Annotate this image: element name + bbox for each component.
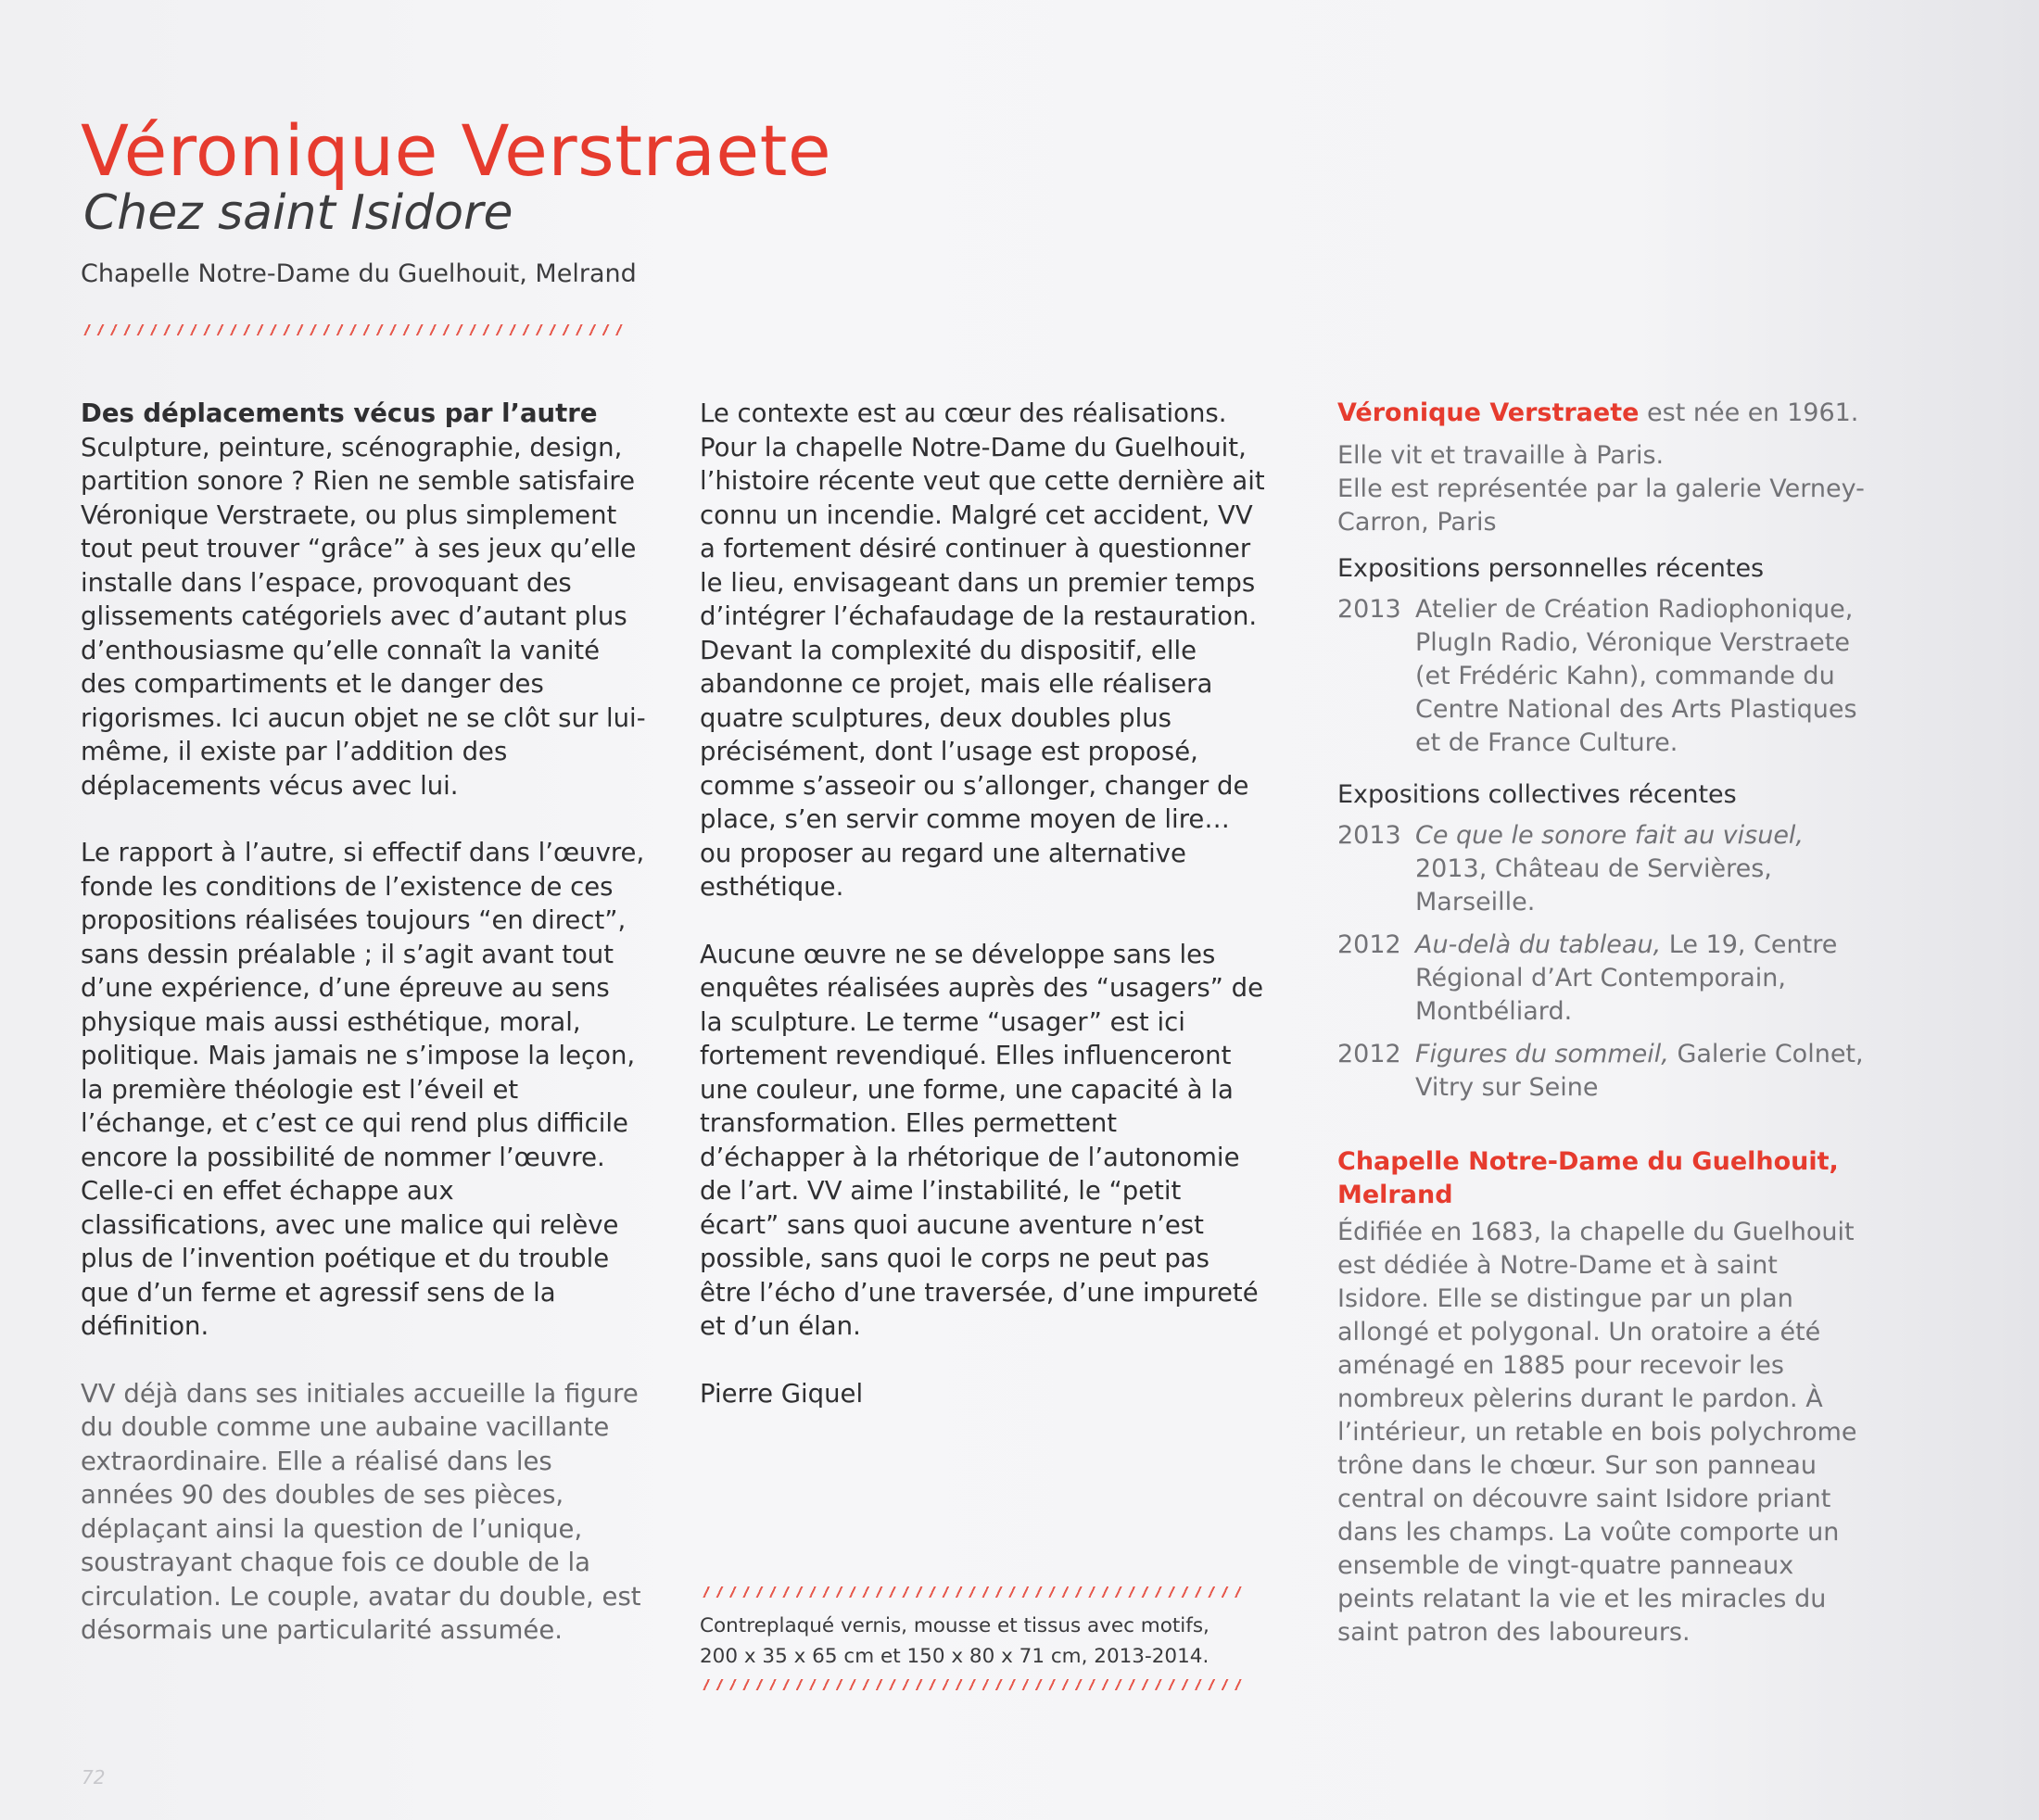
exhibition-year: 2013 bbox=[1337, 821, 1401, 850]
article-column-1 bbox=[81, 397, 646, 1681]
article-paragraph: VV déjà dans ses initiales accueille la figure du double comme une aubaine vacillante extraordinaire. Elle a réalisé dans les années 90 des doubles de ses pièces, déplaçant ainsi la question de l’unique, soustrayant chaque fois ce double de la circulation. Le couple, avatar du double, est désormais une particularité assumée. bbox=[81, 1378, 641, 1645]
life-line: Elle est représentée par la galerie Verney-Carron, Paris bbox=[1337, 474, 1865, 537]
hatch-divider-caption-bottom bbox=[700, 1679, 1245, 1690]
exhibition-text bbox=[1415, 819, 1875, 919]
article-heading: Des déplacements vécus par l’autre bbox=[81, 398, 598, 428]
chapel-heading bbox=[1337, 1145, 1875, 1212]
exhibition-details: Le 19, Centre Régional d’Art Contemporain, Montbéliard. bbox=[1415, 930, 1838, 1026]
exhibition-text: Atelier de Création Radiophonique, PlugIn Radio, Véronique Verstraete (et Frédéric Kahn), commande du Centre National des Arts Plastiques et de France Culture. bbox=[1415, 595, 1857, 757]
page-number: 72 bbox=[82, 1766, 106, 1788]
exhibition-title: Figures du sommeil, bbox=[1415, 1040, 1669, 1068]
exhibition-year: 2012 bbox=[1337, 930, 1401, 959]
artist-sidebar bbox=[1337, 397, 1875, 1649]
exhibition-year: 2012 bbox=[1337, 1040, 1401, 1068]
artist-name: Véronique Verstraete bbox=[1337, 398, 1640, 427]
article-paragraph: Le rapport à l’autre, si effectif dans l’œuvre, fonde les conditions de l’existence de ces propositions réalisées toujours “en direct”, sans dessin préalable ; il s’agit avant tout d’une expérience, d’une épreuve au sens physique mais aussi esthétique, moral, politique. Mais jamais ne s’impose la leçon, la première théologie est l’éveil et l’échange, et c’est ce qui rend plus difficile encore la possibilité de nommer l’œuvre. Celle-ci en effet échappe aux classifications, avec une malice qui relève plus de l’invention poétique et du trouble que d’un ferme et agressif sens de la définition. bbox=[81, 838, 645, 1341]
article-text: Sculpture, peinture, scénographie, design, partition sonore ? Rien ne semble satisfaire Véronique Verstraete, ou plus simplement tout peut trouver “grâce” à ses jeux qu’elle installe dans l’espace, provoquant des glissements catégoriels avec d’autant plus d’enthousiasme qu’elle connaît la vanité des compartiments et le danger des rigorismes. Ici aucun objet ne se clôt sur lui-même, il existe par l’addition des déplacements vécus avec lui. bbox=[81, 432, 646, 801]
exhibition-entry bbox=[1337, 1038, 1875, 1105]
artist-life bbox=[1337, 439, 1875, 539]
life-line: Elle vit et travaille à Paris. bbox=[1337, 441, 1665, 470]
article-paragraph bbox=[81, 397, 646, 803]
exhibition-entry bbox=[1337, 593, 1875, 760]
artwork-caption bbox=[700, 1611, 1256, 1672]
venue-line: Chapelle Notre-Dame du Guelhouit, Melrand bbox=[81, 259, 637, 288]
page-subtitle: Chez saint Isidore bbox=[83, 185, 513, 241]
artist-born: est née en 1961. bbox=[1639, 398, 1859, 427]
hatch-divider-caption-top bbox=[700, 1586, 1245, 1598]
article-column-2 bbox=[700, 397, 1265, 1444]
chapel-heading-line: Melrand bbox=[1337, 1181, 1453, 1209]
hatch-divider-top bbox=[81, 324, 623, 335]
exhibition-title: Au-delà du tableau, bbox=[1415, 930, 1662, 959]
exhibition-title: Ce que le sonore fait au visuel, bbox=[1415, 821, 1805, 850]
chapel-description: Édifiée en 1683, la chapelle du Guelhouit est dédiée à Notre-Dame et à saint Isidore. Elle se distingue par un plan allongé et polygonal. Un oratoire a été aménagé en 1885 pour recevoir les nombreux pèlerins durant le pardon. À l’intérieur, un retable en bois polychrome trône dans le chœur. Sur son panneau central on découvre saint Isidore priant dans les champs. La voûte comporte un ensemble de vingt-quatre panneaux peints relatant la vie et les miracles du saint patron des laboureurs. bbox=[1337, 1218, 1857, 1647]
exhibition-details: Galerie Colnet, Vitry sur Seine bbox=[1415, 1040, 1864, 1102]
exhibition-entry bbox=[1337, 819, 1875, 919]
article-paragraph: Le contexte est au cœur des réalisations. Pour la chapelle Notre-Dame du Guelhouit, l’histoire récente veut que cette dernière ait connu un incendie. Malgré cet accident, VV a fortement désiré continuer à questionner le lieu, envisageant dans un premier temps d’intégrer l’échafaudage de la restauration. Devant la complexité du dispositif, elle abandonne ce projet, mais elle réalisera quatre sculptures, deux doubles plus précisément, dont l’usage est proposé, comme s’asseoir ou s’allonger, changer de place, s’en servir comme moyen de lire… ou proposer au regard une alternative esthétique. bbox=[700, 398, 1265, 902]
article-paragraph: Aucune œuvre ne se développe sans les enquêtes réalisées auprès des “usagers” de la sculpture. Le terme “usager” est ici fortement revendiqué. Elles influenceront une couleur, une forme, une capacité à la transformation. Elles permettent d’échapper à la rhétorique de l’autonomie de l’art. VV aime l’instabilité, le “petit écart” sans quoi aucune aventure n’est possible, sans quoi le corps ne peut pas être l’écho d’une traversée, d’une impureté et d’un élan. bbox=[700, 939, 1264, 1341]
exhibition-details: 2013, Château de Servières, Marseille. bbox=[1415, 854, 1772, 916]
article-author: Pierre Giquel bbox=[700, 1378, 864, 1409]
solo-exhibitions-heading: Expositions personnelles récentes bbox=[1337, 554, 1765, 583]
page-title: Véronique Verstraete bbox=[81, 109, 832, 192]
exhibition-entry bbox=[1337, 929, 1875, 1029]
artist-bio bbox=[1337, 397, 1875, 430]
exhibition-text bbox=[1415, 929, 1875, 1029]
chapel-heading-line: Chapelle Notre-Dame du Guelhouit, bbox=[1337, 1147, 1839, 1176]
group-exhibitions-heading: Expositions collectives récentes bbox=[1337, 780, 1737, 809]
exhibition-year: 2013 bbox=[1337, 595, 1401, 624]
caption-line: 200 x 35 x 65 cm et 150 x 80 x 71 cm, 2013-2014. bbox=[700, 1645, 1209, 1668]
caption-line: Contreplaqué vernis, mousse et tissus avec motifs, bbox=[700, 1614, 1209, 1637]
exhibition-text bbox=[1415, 1038, 1875, 1105]
